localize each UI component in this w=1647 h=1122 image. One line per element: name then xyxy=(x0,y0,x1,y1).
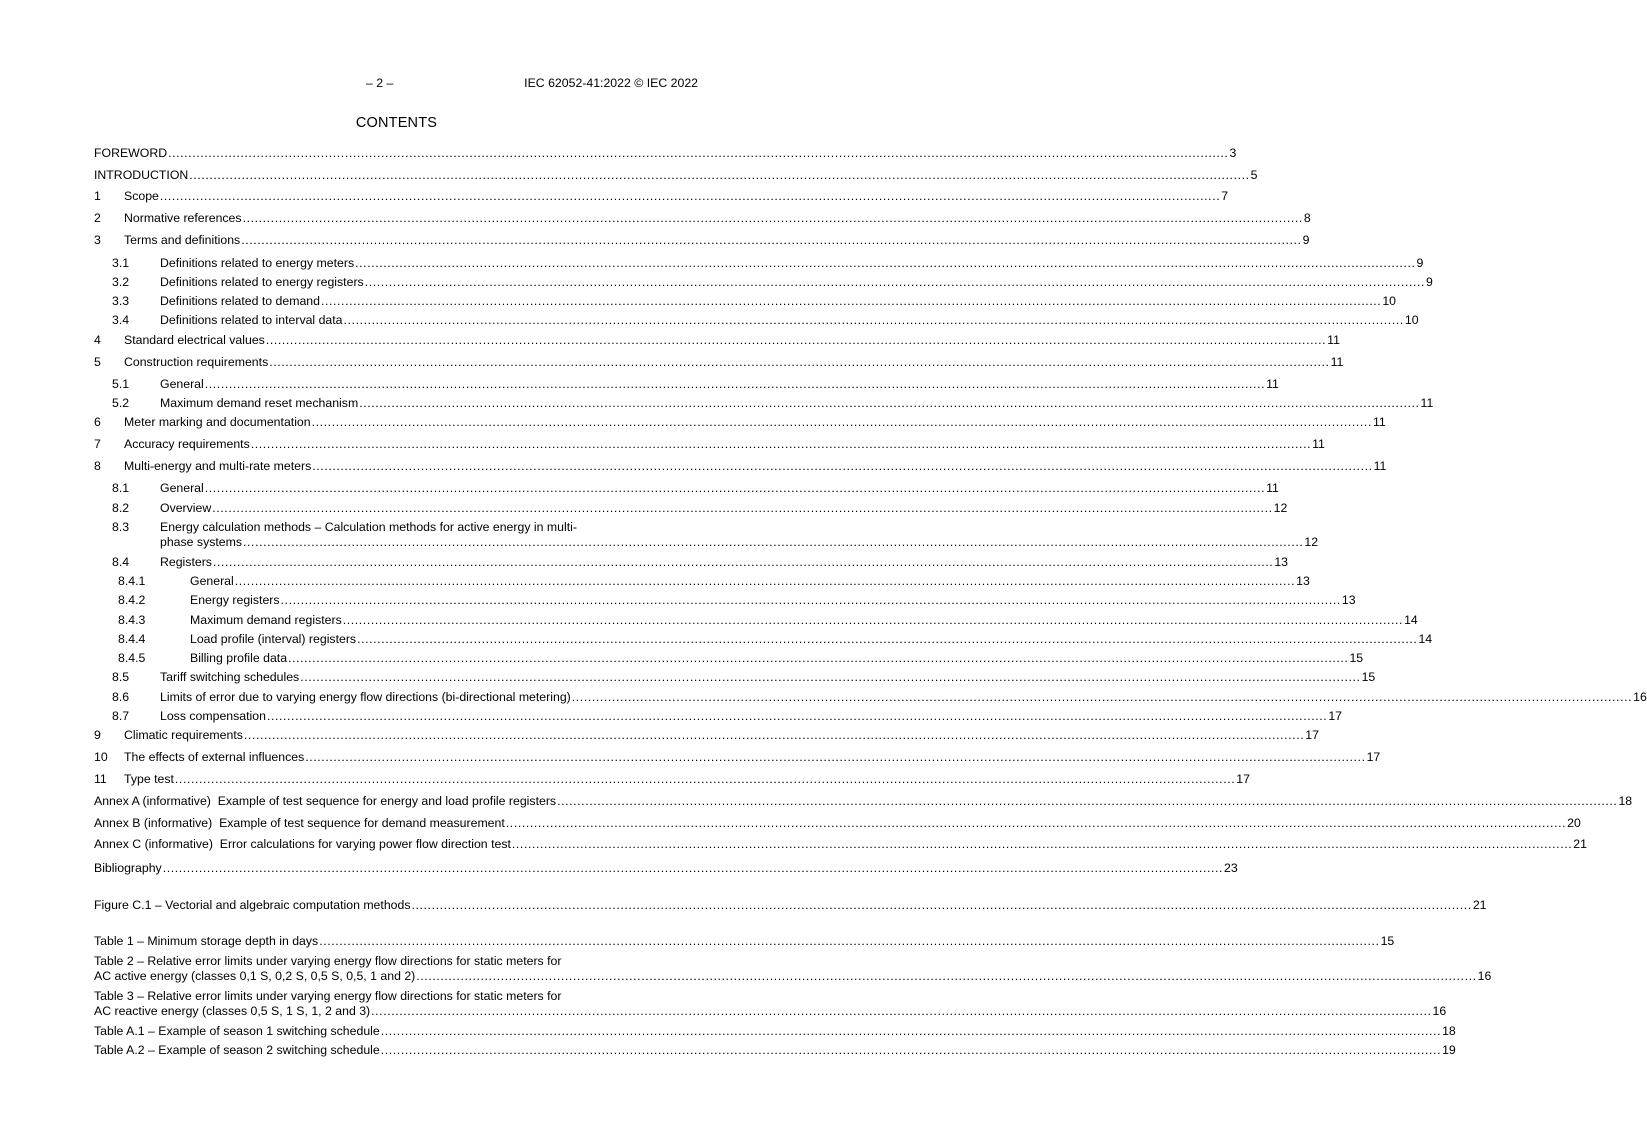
toc-entry-number: 5 xyxy=(94,355,101,369)
toc-entry-annex-a[interactable] xyxy=(94,794,1633,809)
table-entry-3[interactable] xyxy=(94,989,1447,1019)
toc-entry-title: Loss compensation xyxy=(160,709,266,723)
toc-entry-page: 11 xyxy=(1312,437,1325,451)
toc-entry-page: 7 xyxy=(1221,189,1229,203)
toc-leader xyxy=(235,574,1295,589)
toc-entry-page: 13 xyxy=(1296,574,1310,588)
toc-entry-title: Definitions related to demand xyxy=(160,294,320,308)
toc-entry-3-1[interactable] xyxy=(112,256,1424,271)
toc-entry-title-line2: phase systems xyxy=(160,535,243,549)
toc-leader xyxy=(205,481,1265,496)
toc-entry-page: 9 xyxy=(1302,233,1310,247)
toc-entry-page: 13 xyxy=(1341,593,1356,607)
toc-entry-title: Bibliography xyxy=(94,861,162,875)
toc-entry-page: 17 xyxy=(1366,750,1381,764)
toc-leader xyxy=(344,313,1404,328)
toc-entry-number: 4 xyxy=(94,333,101,347)
table-entry-page: 15 xyxy=(1380,934,1395,948)
toc-entry-title: Construction requirements xyxy=(124,355,269,369)
toc-entry-number: 8.4.5 xyxy=(118,651,146,665)
table-entry-title-line1: Table 3 – Relative error limits under varying energy flow directions for static meters for xyxy=(94,989,562,1003)
toc-entry-8-2[interactable] xyxy=(112,501,1288,516)
table-entry-title: Table A.1 – Example of season 1 switching schedule xyxy=(94,1024,380,1038)
toc-leader xyxy=(319,934,1379,949)
toc-entry-3-2[interactable] xyxy=(112,275,1433,290)
toc-entry-title: Annex A (informative) Example of test sequence for energy and load profile registers xyxy=(94,794,557,808)
toc-entry-6[interactable] xyxy=(94,415,1386,430)
toc-entry-number: 5.2 xyxy=(112,396,130,410)
toc-entry-title: Climatic requirements xyxy=(124,728,243,742)
toc-entry-1[interactable] xyxy=(94,189,1229,204)
toc-leader xyxy=(416,969,1476,984)
toc-leader xyxy=(267,709,1327,724)
page-number: – 2 – xyxy=(366,76,394,90)
table-entry-title-line2: AC reactive energy (classes 0,5 S, 1 S, 1, 2 and 3) xyxy=(94,1004,371,1018)
toc-entry-9[interactable] xyxy=(94,728,1319,743)
toc-entry-3-4[interactable] xyxy=(112,313,1419,328)
table-entry-title: Table 1 – Minimum storage depth in days xyxy=(94,934,319,948)
toc-entry-page: 8 xyxy=(1303,211,1311,225)
toc-entry-page: 11 xyxy=(1266,377,1279,391)
toc-leader xyxy=(163,861,1223,876)
figure-entry-page: 21 xyxy=(1472,898,1487,912)
toc-entry-title: Standard electrical values xyxy=(124,333,265,347)
toc-entry-page: 13 xyxy=(1274,555,1288,569)
toc-entry-11[interactable] xyxy=(94,772,1250,787)
toc-entry-page: 16 xyxy=(1633,690,1647,704)
toc-entry-4[interactable] xyxy=(94,333,1340,348)
table-entry-page: 16 xyxy=(1432,1004,1447,1018)
toc-entry-page: 17 xyxy=(1328,709,1342,723)
toc-entry-title: Definitions related to energy registers xyxy=(160,275,364,289)
toc-entry-page: 14 xyxy=(1418,632,1433,646)
toc-leader xyxy=(411,898,1471,913)
toc-entry-page: 12 xyxy=(1304,535,1319,549)
toc-entry-8-4-5[interactable] xyxy=(118,651,1364,666)
toc-entry-3-3[interactable] xyxy=(112,294,1397,309)
page-header xyxy=(0,76,793,92)
toc-entry-number: 3.1 xyxy=(112,256,130,270)
toc-entry-8-6[interactable] xyxy=(112,690,1647,705)
table-entry-title-line1: Table 2 – Relative error limits under varying energy flow directions for static meters for xyxy=(94,954,562,968)
table-entry-a1[interactable] xyxy=(94,1024,1456,1039)
toc-entry-title: Overview xyxy=(160,501,212,515)
toc-entry-8-1[interactable] xyxy=(112,481,1279,496)
toc-entry-number: 8.7 xyxy=(112,709,130,723)
toc-entry-8-4-1[interactable] xyxy=(118,574,1310,589)
table-entry-page: 16 xyxy=(1477,969,1492,983)
toc-entry-10[interactable] xyxy=(94,750,1381,765)
toc-entry-number: 3.4 xyxy=(112,313,130,327)
toc-entry-title: General xyxy=(160,481,204,495)
toc-entry-2[interactable] xyxy=(94,211,1311,226)
toc-leader xyxy=(175,772,1235,787)
toc-entry-8[interactable] xyxy=(94,459,1387,474)
toc-entry-page: 20 xyxy=(1567,816,1581,830)
table-entry-title: Table A.2 – Example of season 2 switching schedule xyxy=(94,1043,380,1057)
toc-leader xyxy=(189,168,1249,183)
toc-entry-page: 17 xyxy=(1236,772,1250,786)
toc-entry-8-7[interactable] xyxy=(112,709,1342,724)
toc-leader xyxy=(355,256,1415,271)
table-entry-page: 19 xyxy=(1442,1043,1456,1057)
toc-leader xyxy=(321,294,1381,309)
toc-entry-page: 3 xyxy=(1229,146,1237,160)
toc-leader xyxy=(305,750,1365,765)
toc-entry-number: 1 xyxy=(94,189,101,203)
toc-entry-title: Energy registers xyxy=(190,593,280,607)
toc-leader xyxy=(343,613,1403,628)
toc-entry-page: 23 xyxy=(1224,861,1238,875)
standard-reference: IEC 62052-41:2022 © IEC 2022 xyxy=(524,76,698,90)
toc-entry-title: Tariff switching schedules xyxy=(160,670,300,684)
toc-entry-title: Maximum demand reset mechanism xyxy=(160,396,359,410)
toc-entry-8-4-4[interactable] xyxy=(118,632,1433,647)
toc-entry-number: 8.4 xyxy=(112,555,130,569)
toc-entry-title: Billing profile data xyxy=(190,651,288,665)
toc-entry-title: Annex B (informative) Example of test sequence for demand measurement xyxy=(94,816,505,830)
toc-entry-page: 10 xyxy=(1382,294,1397,308)
toc-leader xyxy=(243,211,1303,226)
toc-entry-number: 8 xyxy=(94,459,101,473)
toc-entry-foreword[interactable] xyxy=(94,146,1237,161)
toc-entry-title: Type test xyxy=(124,772,174,786)
toc-entry-page: 11 xyxy=(1373,459,1387,473)
toc-entry-number: 8.6 xyxy=(112,690,130,704)
toc-entry-page: 14 xyxy=(1404,613,1418,627)
toc-entry-5[interactable] xyxy=(94,355,1344,370)
toc-entry-8-5[interactable] xyxy=(112,670,1376,685)
toc-entry-page: 10 xyxy=(1404,313,1419,327)
toc-entry-title: Limits of error due to varying energy flow directions (bi-directional metering) xyxy=(160,690,571,704)
toc-leader xyxy=(381,1024,1441,1039)
toc-leader xyxy=(205,377,1265,392)
toc-leader xyxy=(359,396,1419,411)
toc-entry-page: 12 xyxy=(1273,501,1288,515)
toc-entry-number: 8.1 xyxy=(112,481,130,495)
toc-leader xyxy=(312,415,1372,430)
toc-leader xyxy=(381,1043,1441,1058)
toc-entry-title: Registers xyxy=(160,555,212,569)
toc-entry-number: 3.3 xyxy=(112,294,130,308)
toc-entry-number: 5.1 xyxy=(112,377,130,391)
toc-entry-title: Scope xyxy=(124,189,159,203)
toc-entry-bibliography[interactable] xyxy=(94,861,1238,876)
toc-entry-number: 11 xyxy=(94,772,107,786)
toc-entry-number: 8.4.2 xyxy=(118,593,146,607)
table-entry-1[interactable] xyxy=(94,934,1395,949)
toc-entry-number: 8.3 xyxy=(112,520,130,534)
toc-entry-number: 9 xyxy=(94,728,101,742)
toc-leader xyxy=(269,355,1329,370)
toc-entry-number: 8.4.1 xyxy=(118,574,146,588)
toc-leader xyxy=(212,501,1272,516)
toc-entry-page: 15 xyxy=(1349,651,1364,665)
toc-entry-number: 3 xyxy=(94,233,101,247)
toc-entry-title: Multi-energy and multi-rate meters xyxy=(124,459,312,473)
toc-entry-7[interactable] xyxy=(94,437,1325,452)
toc-entry-page: 17 xyxy=(1305,728,1319,742)
toc-entry-title: Load profile (interval) registers xyxy=(190,632,357,646)
figure-entry-c1[interactable] xyxy=(94,898,1487,913)
toc-entry-number: 10 xyxy=(94,750,108,764)
toc-entry-page: 21 xyxy=(1573,837,1587,851)
toc-entry-title: INTRODUCTION xyxy=(94,168,189,182)
toc-entry-5-2[interactable] xyxy=(112,396,1434,411)
toc-leader xyxy=(312,459,1372,474)
toc-entry-page: 9 xyxy=(1426,275,1433,289)
toc-entry-title: The effects of external influences xyxy=(124,750,305,764)
toc-entry-title: General xyxy=(190,574,234,588)
toc-entry-page: 11 xyxy=(1327,333,1340,347)
toc-entry-number: 8.2 xyxy=(112,501,130,515)
toc-entry-number: 8.5 xyxy=(112,670,130,684)
toc-entry-3[interactable] xyxy=(94,233,1310,248)
toc-entry-page: 11 xyxy=(1266,481,1279,495)
toc-entry-annex-b[interactable] xyxy=(94,816,1581,831)
toc-leader xyxy=(243,535,1303,550)
toc-entry-title: Annex C (informative) Error calculations for varying power flow direction test xyxy=(94,837,511,851)
toc-entry-page: 18 xyxy=(1618,794,1633,808)
toc-entry-title: Definitions related to interval data xyxy=(160,313,343,327)
toc-entry-page: 11 xyxy=(1330,355,1344,369)
toc-entry-page: 15 xyxy=(1361,670,1376,684)
toc-entry-title: FOREWORD xyxy=(94,146,168,160)
toc-leader xyxy=(168,146,1228,161)
table-entry-title-line2: AC active energy (classes 0,1 S, 0,2 S, 0,5 S, 0,5, 1 and 2) xyxy=(94,969,416,983)
toc-entry-8-4-3[interactable] xyxy=(118,613,1418,628)
toc-entry-number: 6 xyxy=(94,415,101,429)
table-entry-2[interactable] xyxy=(94,954,1492,984)
table-entry-a2[interactable] xyxy=(94,1043,1456,1058)
toc-entry-page: 11 xyxy=(1372,415,1386,429)
contents-title: CONTENTS xyxy=(355,115,438,131)
toc-entry-8-4-2[interactable] xyxy=(118,593,1356,608)
toc-leader xyxy=(365,275,1425,290)
toc-entry-title: Maximum demand registers xyxy=(190,613,342,627)
toc-entry-title: Normative references xyxy=(124,211,242,225)
toc-entry-5-1[interactable] xyxy=(112,377,1279,392)
toc-entry-introduction[interactable] xyxy=(94,168,1258,183)
toc-leader xyxy=(266,333,1326,348)
toc-leader xyxy=(241,233,1301,248)
toc-entry-page: 9 xyxy=(1416,256,1424,270)
figure-entry-title: Figure C.1 – Vectorial and algebraic computation methods xyxy=(94,898,411,912)
toc-leader xyxy=(251,437,1311,452)
toc-entry-page: 11 xyxy=(1420,396,1434,410)
toc-leader xyxy=(557,794,1617,809)
toc-entry-title: Meter marking and documentation xyxy=(124,415,311,429)
toc-leader xyxy=(357,632,1417,647)
toc-entry-number: 3.2 xyxy=(112,275,130,289)
toc-leader xyxy=(506,816,1566,831)
toc-entry-title: General xyxy=(160,377,204,391)
toc-entry-8-4[interactable] xyxy=(112,555,1288,570)
toc-leader xyxy=(213,555,1273,570)
toc-leader xyxy=(371,1004,1431,1019)
toc-leader xyxy=(288,651,1348,666)
toc-entry-annex-c[interactable] xyxy=(94,837,1587,852)
toc-entry-title-line1: Energy calculation methods – Calculation methods for active energy in multi- xyxy=(160,520,577,534)
toc-entry-number: 2 xyxy=(94,211,101,225)
toc-entry-title: Definitions related to energy meters xyxy=(160,256,355,270)
toc-leader xyxy=(300,670,1360,685)
toc-leader xyxy=(572,690,1632,705)
toc-entry-number: 8.4.4 xyxy=(118,632,146,646)
toc-entry-8-3[interactable] xyxy=(112,520,1319,550)
toc-entry-title: Terms and definitions xyxy=(124,233,241,247)
toc-leader xyxy=(244,728,1304,743)
toc-entry-number: 7 xyxy=(94,437,101,451)
toc-entry-title: Accuracy requirements xyxy=(124,437,250,451)
toc-entry-page: 5 xyxy=(1250,168,1258,182)
toc-leader xyxy=(160,189,1220,204)
toc-entry-number: 8.4.3 xyxy=(118,613,146,627)
toc-leader xyxy=(281,593,1341,608)
toc-leader xyxy=(512,837,1572,852)
table-entry-page: 18 xyxy=(1442,1024,1456,1038)
